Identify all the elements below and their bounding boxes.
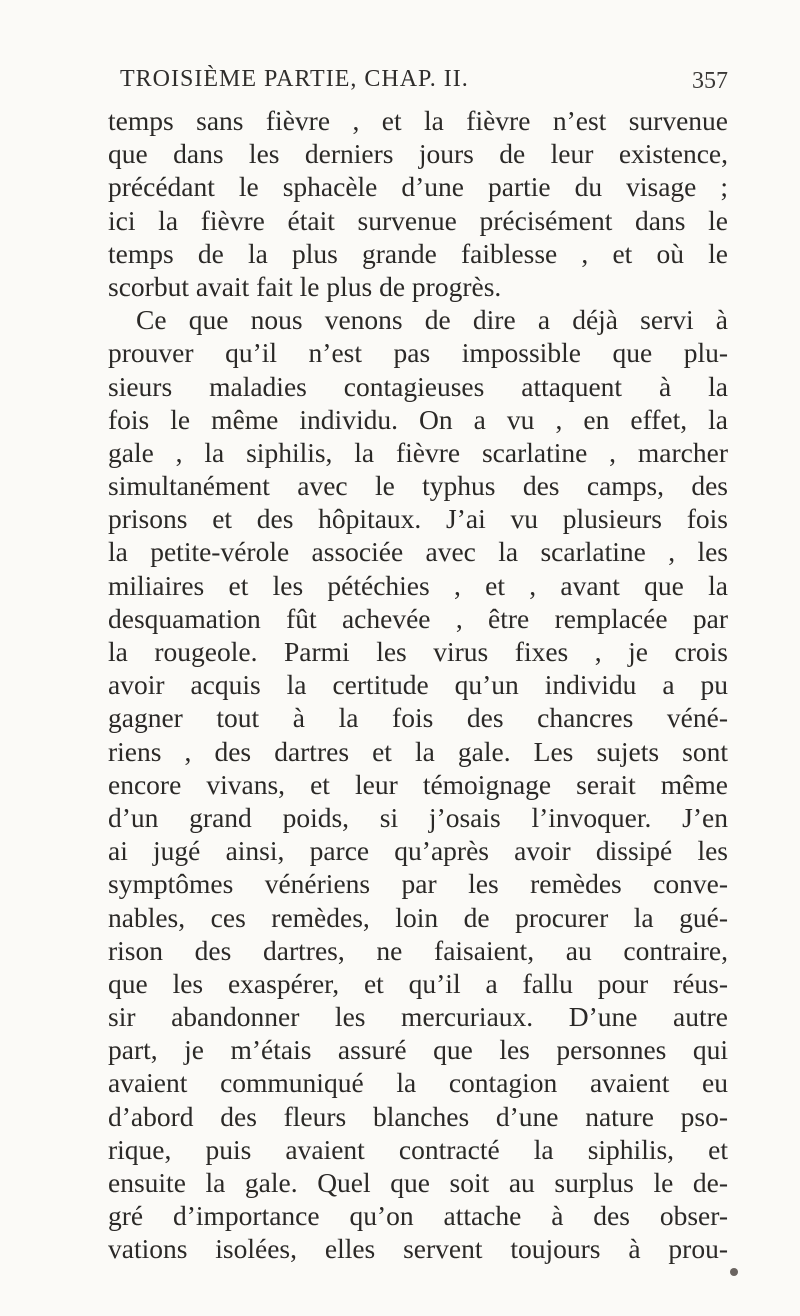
text-line: ai jugé ainsi, parce qu’après avoir dissipé les [108,835,728,867]
text-line: scorbut avait fait le plus de progrès. [108,270,502,302]
text-line: symptômes vénériens par les remèdes conve- [108,868,728,900]
text-line: prisons et des hôpitaux. J’ai vu plusieurs fois [108,503,728,535]
text-line: encore vivans, et leur témoignage serait même [108,768,728,800]
text-line: fois le même individu. On a vu , en effet, la [108,403,728,435]
text-line: riens , des dartres et la gale. Les sujets sont [108,735,728,767]
text-line: temps sans fièvre , et la fièvre n’est survenue [108,105,728,136]
text-line: sir abandonner les mercuriaux. D’une autre [108,1001,728,1033]
text-line: la petite-vérole associée avec la scarlatine , les [108,536,728,568]
page-number: 357 [692,68,728,94]
running-head [108,66,728,106]
text-line: précédant le sphacèle d’une partie du visage ; [108,171,728,203]
text-line: rique, puis avaient contracté la siphilis, et [108,1133,728,1165]
text-line: avoir acquis la certitude qu’un individu a pu [108,669,728,701]
text-line: la rougeole. Parmi les virus fixes , je crois [108,636,728,667]
body-text [108,104,728,1266]
text-line: desquamation fût achevée , être remplacée par [108,602,728,634]
text-line: d’abord des fleurs blanches d’une nature pso- [108,1100,728,1132]
text-line: ensuite la gale. Quel que soit au surplus le de- [108,1167,728,1198]
text-line: ici la fièvre était survenue précisément dans le [108,204,728,236]
text-line: gré d’importance qu’on attache à des obser- [108,1200,728,1232]
text-line: nables, ces remèdes, loin de procurer la gué- [108,901,728,933]
text-line: avaient communiqué la contagion avaient eu [108,1067,728,1099]
running-title: TROISIÈME PARTIE, CHAP. II. [120,66,469,92]
text-line: d’un grand poids, si j’osais l’invoquer. J’en [108,801,728,833]
text-line: prouver qu’il n’est pas impossible que plu- [108,337,728,369]
text-line: simultanément avec le typhus des camps, des [108,470,728,502]
ink-spot [730,1268,738,1276]
text-line: gagner tout à la fois des chancres véné- [108,702,728,734]
text-line: sieurs maladies contagieuses attaquent à la [108,370,728,402]
text-line: temps de la plus grande faiblesse , et où le [108,237,728,269]
text-line: Ce que nous venons de dire a déjà servi à [136,304,728,336]
text-line: que dans les derniers jours de leur existence, [108,138,728,170]
text-line: rison des dartres, ne faisaient, au contraire, [108,934,728,966]
text-line: que les exaspérer, et qu’il a fallu pour réus- [108,967,728,999]
text-line: part, je m’étais assuré que les personnes qui [108,1034,728,1066]
text-line: gale , la siphilis, la fièvre scarlatine , marcher [108,436,728,468]
text-line: vations isolées, elles servent toujours à prou- [108,1233,728,1265]
text-line: miliaires et les pétéchies , et , avant que la [108,569,728,601]
